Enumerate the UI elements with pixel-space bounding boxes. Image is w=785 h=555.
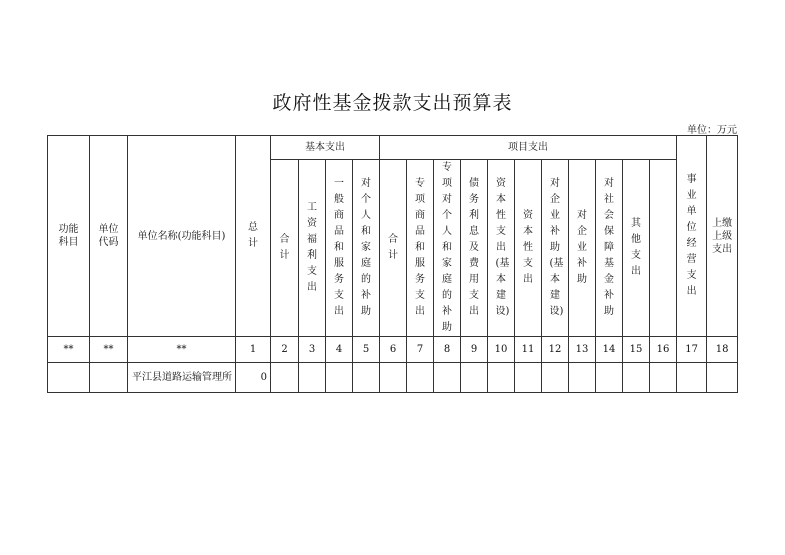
row-cell — [434, 363, 461, 393]
header-basic-group: 基本支出 — [271, 136, 380, 160]
index-cell: 8 — [434, 337, 461, 363]
header-special-goods: 专项商品和服务支出 — [407, 160, 434, 337]
header-special-personal: 专项对个人和家庭的补助 — [434, 160, 461, 337]
header-project-group: 项目支出 — [380, 136, 677, 160]
row-total: 0 — [236, 363, 271, 393]
header-capital: 资本性支出 — [515, 160, 542, 337]
row-cell — [380, 363, 407, 393]
index-cell: 2 — [271, 337, 299, 363]
index-cell: ** — [48, 337, 90, 363]
row-cell — [515, 363, 542, 393]
row-cell — [650, 363, 677, 393]
header-project-sum: 合计 — [380, 160, 407, 337]
row-cell — [542, 363, 569, 393]
budget-table — [47, 135, 738, 393]
header-social-fund: 对社会保障基金补助 — [596, 160, 623, 337]
index-cell: 15 — [623, 337, 650, 363]
index-cell: 18 — [707, 337, 738, 363]
index-cell: 3 — [299, 337, 326, 363]
row-unit-name: 平江县道路运输管理所 — [128, 363, 236, 393]
unit-label: 单位：万元 — [687, 125, 737, 136]
index-cell: 4 — [326, 337, 353, 363]
page-title: 政府性基金拨款支出预算表 — [272, 92, 513, 114]
row-cell — [353, 363, 380, 393]
header-other: 其他支出 — [623, 160, 650, 337]
index-cell: 12 — [542, 337, 569, 363]
row-cell — [623, 363, 650, 393]
header-upper-pay: 上缴上级支出 — [707, 136, 738, 337]
row-func-subject — [48, 363, 90, 393]
index-cell: 9 — [461, 337, 488, 363]
row-cell — [488, 363, 515, 393]
row-unit-code — [90, 363, 128, 393]
index-cell: ** — [128, 337, 236, 363]
header-func-subject: 功能科目 — [48, 136, 90, 337]
index-cell: 13 — [569, 337, 596, 363]
header-enterprise-basic: 对企业补助(基本建设) — [542, 160, 569, 337]
header-total: 总计 — [236, 136, 271, 337]
index-cell: 6 — [380, 337, 407, 363]
index-cell: 17 — [677, 337, 707, 363]
index-cell: 10 — [488, 337, 515, 363]
index-cell: 14 — [596, 337, 623, 363]
row-cell — [407, 363, 434, 393]
table-row — [48, 363, 738, 393]
index-cell: ** — [90, 337, 128, 363]
row-cell — [569, 363, 596, 393]
header-goods-services: 一般商品和服务支出 — [326, 160, 353, 337]
header-public-service: 事业单位经营支出 — [677, 136, 707, 337]
header-personal-subsidy: 对个人和家庭的补助 — [353, 160, 380, 337]
index-cell: 1 — [236, 337, 271, 363]
header-salary: 工资福利支出 — [299, 160, 326, 337]
row-cell — [271, 363, 299, 393]
index-cell: 16 — [650, 337, 677, 363]
header-unit-code: 单位代码 — [90, 136, 128, 337]
header-unit-name: 单位名称(功能科目) — [128, 136, 236, 337]
row-cell — [596, 363, 623, 393]
row-cell — [326, 363, 353, 393]
row-cell — [461, 363, 488, 393]
row-cell — [299, 363, 326, 393]
header-debt-interest: 债务利息及费用支出 — [461, 160, 488, 337]
index-cell: 5 — [353, 337, 380, 363]
header-enterprise: 对企业补助 — [569, 160, 596, 337]
row-cell — [707, 363, 738, 393]
header-basic-sum: 合计 — [271, 160, 299, 337]
index-cell: 11 — [515, 337, 542, 363]
row-cell — [677, 363, 707, 393]
header-capital-basic: 资本性支出(基本建设) — [488, 160, 515, 337]
index-row — [48, 337, 738, 363]
index-cell: 7 — [407, 337, 434, 363]
